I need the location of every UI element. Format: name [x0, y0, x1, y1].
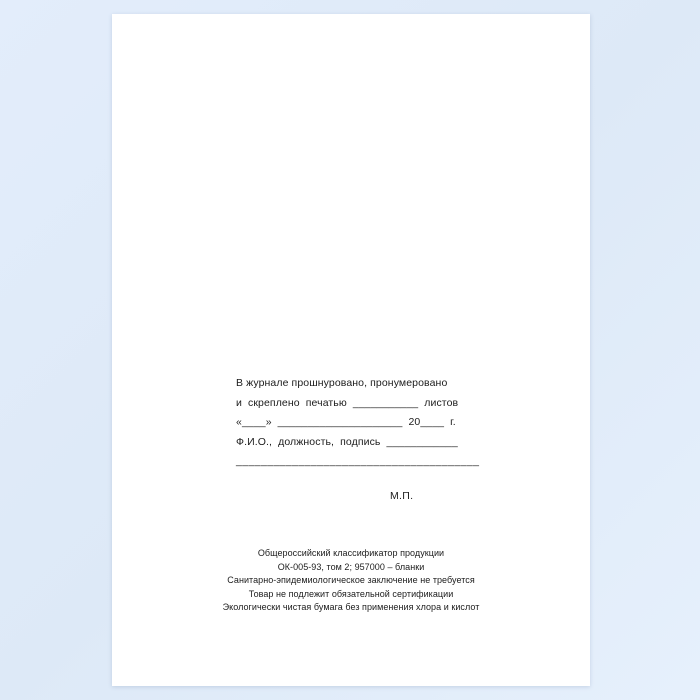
stitching-statement-line-4: Ф.И.О., должность, подпись ____________: [236, 435, 458, 448]
footer-line-5: Экологически чистая бумага без применения хлора и кислот: [222, 602, 480, 612]
document-page: [112, 14, 590, 686]
stitching-statement-line-3: «____» _____________________ 20____ г.: [236, 416, 456, 428]
stitching-statement-line-1: В журнале прошнуровано, пронумеровано: [236, 377, 448, 389]
footer-line-4: Товар не подлежит обязательной сертификации: [248, 588, 454, 599]
footer-block: [112, 547, 590, 615]
document-content: [112, 14, 590, 686]
stitching-statement-line-5: _______________________________________: [236, 455, 480, 467]
footer-line-2: ОК-005-93, том 2; 957000 – бланки: [277, 561, 425, 572]
footer-line-3: Санитарно-эпидемиологическое заключение не требуется: [227, 575, 475, 585]
seal-mark-label: М.П.: [390, 490, 414, 502]
footer-line-1: Общероссийский классификатор продукции: [257, 548, 445, 558]
stitching-statement-block: [236, 374, 526, 472]
stitching-statement-line-2: и скреплено печатью ___________ листов: [236, 396, 459, 409]
